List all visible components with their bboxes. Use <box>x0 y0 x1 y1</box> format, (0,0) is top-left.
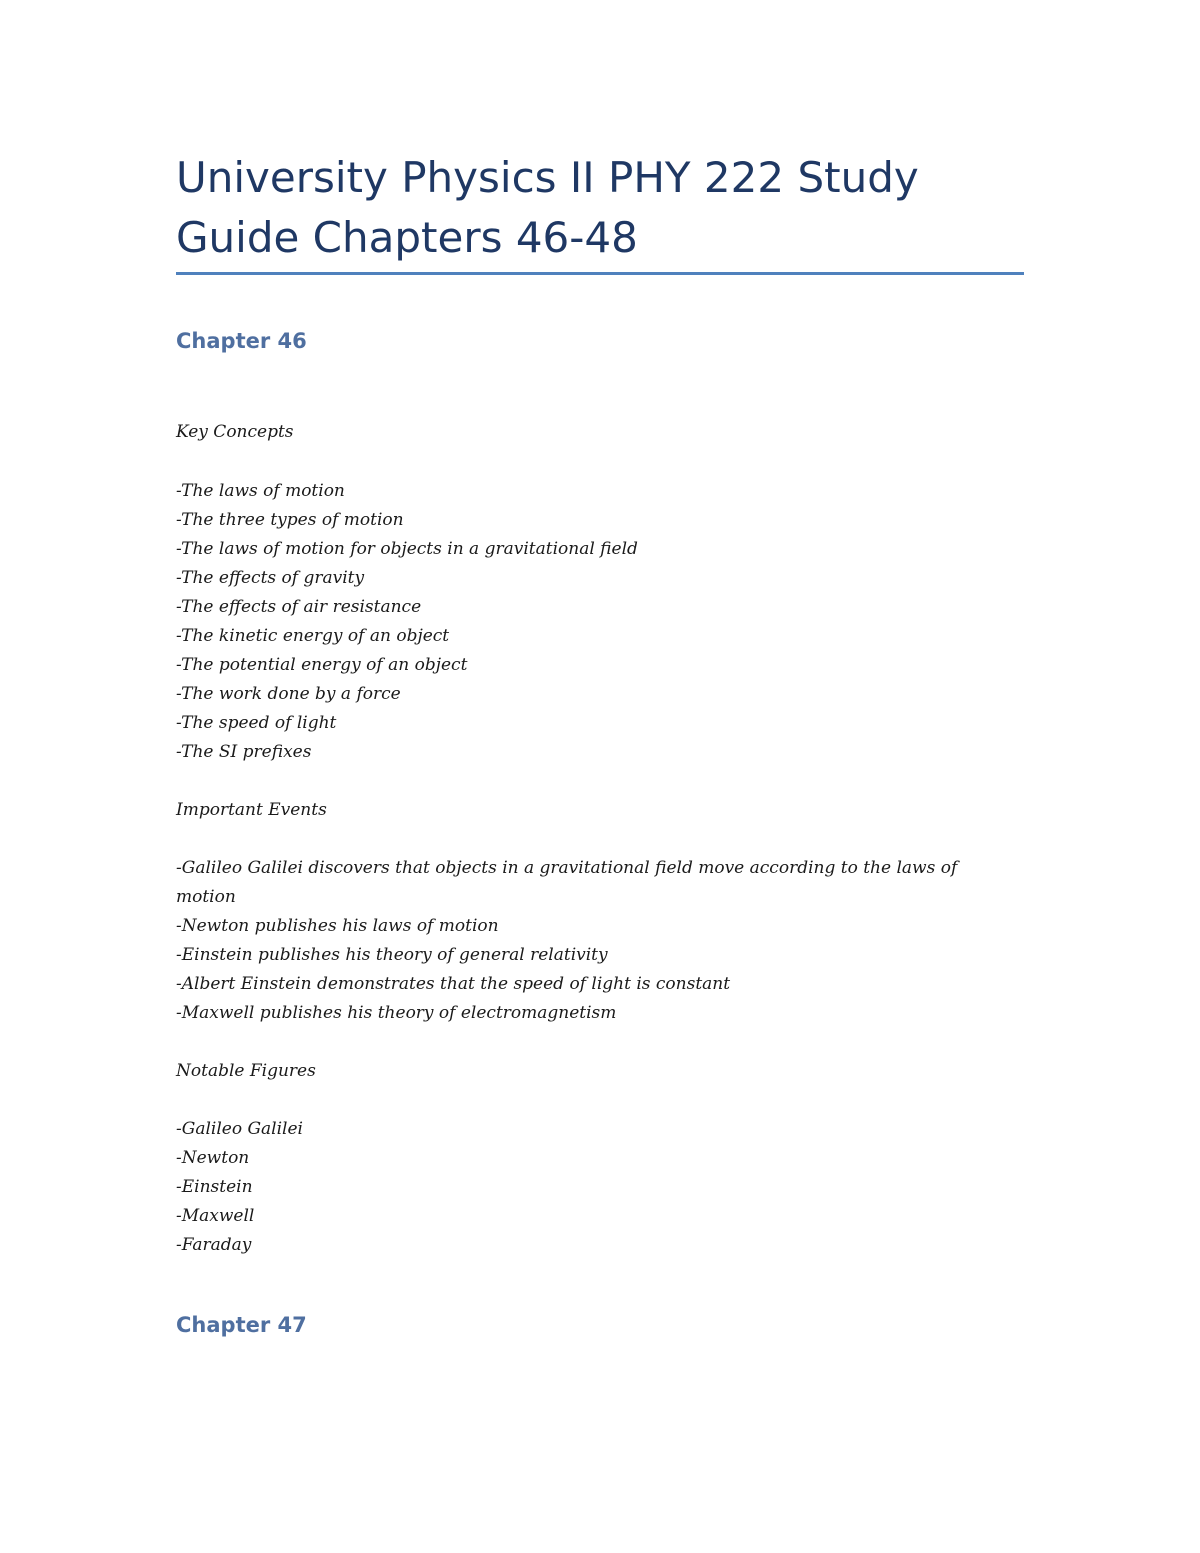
key-concepts-list <box>176 477 1006 767</box>
notable-figures-label: Notable Figures <box>176 1061 316 1081</box>
key-concept-item: -The SI prefixes <box>176 742 312 762</box>
chapter-47-heading: Chapter 47 <box>176 1313 307 1337</box>
key-concept-item: -The work done by a force <box>176 684 401 704</box>
key-concept-item: -The effects of air resistance <box>176 597 422 617</box>
important-event-item: -Maxwell publishes his theory of electromagnetism <box>176 1003 617 1023</box>
document-title: University Physics II PHY 222 Study Guide Chapters 46-48 <box>176 153 919 262</box>
key-concept-item: -The laws of motion for objects in a gravitational field <box>176 539 638 559</box>
key-concepts-section <box>176 418 1006 447</box>
important-event-item: -Newton publishes his laws of motion <box>176 916 499 936</box>
key-concept-item: -The three types of motion <box>176 510 404 530</box>
key-concept-item: -The laws of motion <box>176 481 345 501</box>
title-underline-rule <box>176 272 1024 275</box>
notable-figure-item: -Faraday <box>176 1235 252 1255</box>
important-event-item: -Galileo Galilei discovers that objects in a gravitational field move according to the laws of motion <box>176 858 958 907</box>
chapter-46-heading: Chapter 46 <box>176 329 307 353</box>
notable-figure-item: -Einstein <box>176 1177 253 1197</box>
key-concept-item: -The speed of light <box>176 713 337 733</box>
notable-figures-list <box>176 1115 1006 1260</box>
important-events-label: Important Events <box>176 800 327 820</box>
key-concept-item: -The potential energy of an object <box>176 655 468 675</box>
notable-figure-item: -Newton <box>176 1148 250 1168</box>
important-events-list <box>176 854 1006 1028</box>
notable-figure-item: -Maxwell <box>176 1206 255 1226</box>
important-events-section <box>176 796 1006 825</box>
notable-figures-section <box>176 1057 1006 1086</box>
key-concept-item: -The effects of gravity <box>176 568 365 588</box>
important-event-item: -Albert Einstein demonstrates that the speed of light is constant <box>176 974 731 994</box>
key-concept-item: -The kinetic energy of an object <box>176 626 450 646</box>
notable-figure-item: -Galileo Galilei <box>176 1119 303 1139</box>
key-concepts-label: Key Concepts <box>176 422 294 442</box>
important-event-item: -Einstein publishes his theory of general relativity <box>176 945 608 965</box>
